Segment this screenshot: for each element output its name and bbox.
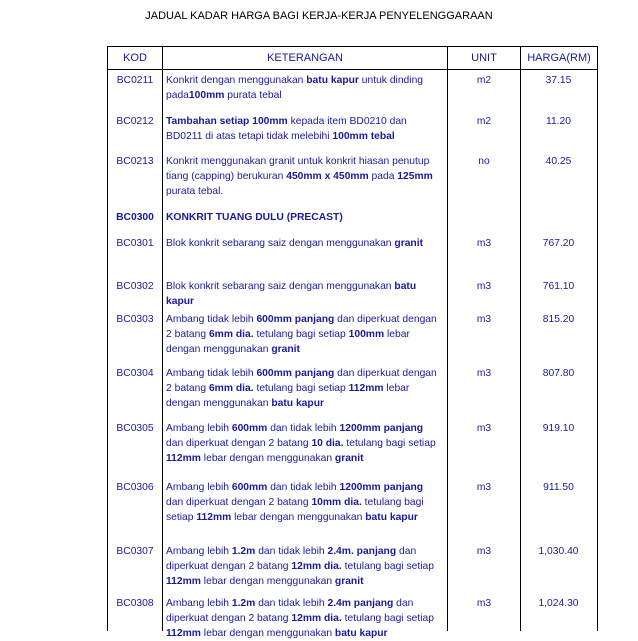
cell-kod: BC0306 bbox=[116, 482, 154, 493]
column-divider bbox=[162, 47, 163, 631]
cell-keterangan: Ambang lebih 600mm dan tidak lebih 1200mm panjang dan diperkuat dengan 2 batang 10 dia. tetulang bagi setiap 112mm lebar dengan menggunakan granit bbox=[166, 423, 436, 464]
cell-harga: 11.20 bbox=[545, 116, 571, 127]
header-unit: UNIT bbox=[471, 52, 497, 64]
cell-kod: BC0302 bbox=[116, 281, 154, 292]
cell-kod: BC0307 bbox=[116, 546, 154, 557]
cell-kod: BC0212 bbox=[116, 116, 154, 127]
cell-harga: 807.80 bbox=[542, 368, 575, 379]
cell-keterangan: Konkrit dengan menggunakan batu kapur untuk dinding pada100mm purata tebal bbox=[166, 75, 424, 101]
cell-harga: 761.10 bbox=[542, 281, 575, 292]
cell-kod: BC0303 bbox=[116, 314, 154, 325]
cell-keterangan: KONKRIT TUANG DULU (PRECAST) bbox=[166, 212, 343, 223]
cell-unit: m3 bbox=[476, 423, 492, 434]
cell-unit: m3 bbox=[476, 482, 492, 493]
cell-keterangan: Ambang lebih 600mm dan tidak lebih 1200mm panjang dan diperkuat dengan 2 batang 10mm dia. tetulang bagi setiap 112mm lebar dengan menggunakan batu kapur bbox=[166, 482, 424, 523]
cell-keterangan: Ambang lebih 1.2m dan tidak lebih 2.4m. panjang dan diperkuat dengan 2 batang 12mm dia. tetulang bagi setiap 112mm lebar dengan menggunakan granit bbox=[166, 546, 434, 587]
cell-keterangan: Ambang lebih 1.2m dan tidak lebih 2.4m panjang dan diperkuat dengan 2 batang 12mm dia. tetulang bagi setiap 112mm lebar dengan menggunakan batu kapur bbox=[166, 598, 434, 639]
document-title: JADUAL KADAR HARGA BAGI KERJA-KERJA PENYELENGGARAAN bbox=[145, 10, 493, 22]
cell-kod: BC0301 bbox=[116, 238, 154, 249]
cell-unit: m2 bbox=[476, 75, 492, 86]
cell-harga: 911.50 bbox=[543, 482, 574, 493]
header-harga: HARGA(RM) bbox=[527, 52, 591, 64]
cell-keterangan: Tambahan setiap 100mm kepada item BD0210 dan BD0211 di atas tetapi tidak melebihi 100mm tebal bbox=[166, 116, 407, 142]
cell-unit: m3 bbox=[476, 598, 492, 609]
cell-harga: 37.15 bbox=[545, 75, 572, 86]
header-kod: KOD bbox=[123, 52, 147, 64]
cell-harga: 767.20 bbox=[542, 238, 575, 249]
cell-harga: 815.20 bbox=[542, 314, 575, 325]
cell-unit: m3 bbox=[476, 281, 492, 292]
cell-kod: BC0213 bbox=[116, 156, 154, 167]
cell-kod: BC0211 bbox=[116, 75, 154, 86]
cell-harga: 1,030.40 bbox=[538, 546, 579, 557]
cell-unit: m3 bbox=[476, 238, 492, 249]
cell-keterangan: Blok konkrit sebarang saiz dengan menggunakan granit bbox=[166, 238, 424, 249]
table-header bbox=[108, 47, 597, 70]
cell-harga: 1,024.30 bbox=[538, 598, 579, 609]
cell-unit: m2 bbox=[476, 116, 492, 127]
cell-kod: BC0308 bbox=[116, 598, 154, 609]
header-keterangan: KETERANGAN bbox=[267, 52, 343, 64]
cell-unit: no bbox=[478, 156, 490, 167]
cell-harga: 919.10 bbox=[542, 423, 575, 434]
cell-kod: BC0300 bbox=[116, 212, 154, 223]
cell-kod: BC0305 bbox=[116, 423, 154, 434]
cell-keterangan: Blok konkrit sebarang saiz dengan menggunakan batu kapur bbox=[166, 281, 417, 307]
cell-unit: m3 bbox=[476, 546, 492, 557]
cell-kod: BC0304 bbox=[116, 368, 154, 379]
cell-unit: m3 bbox=[476, 368, 492, 379]
cell-keterangan: Konkrit menggunakan granit untuk konkrit hiasan penutup tiang (capping) berukuran 450mm x 450mm pada 125mm purata tebal. bbox=[166, 156, 433, 197]
cell-keterangan: Ambang tidak lebih 600mm panjang dan diperkuat dengan 2 batang 6mm dia. tetulang bagi setiap 100mm lebar dengan menggunakan granit bbox=[166, 314, 437, 355]
price-table bbox=[107, 46, 598, 639]
cell-unit: m3 bbox=[476, 314, 492, 325]
cell-keterangan: Ambang tidak lebih 600mm panjang dan diperkuat dengan 2 batang 6mm dia. tetulang bagi setiap 112mm lebar dengan menggunakan batu kapur bbox=[166, 368, 437, 409]
cell-harga: 40.25 bbox=[545, 156, 572, 167]
